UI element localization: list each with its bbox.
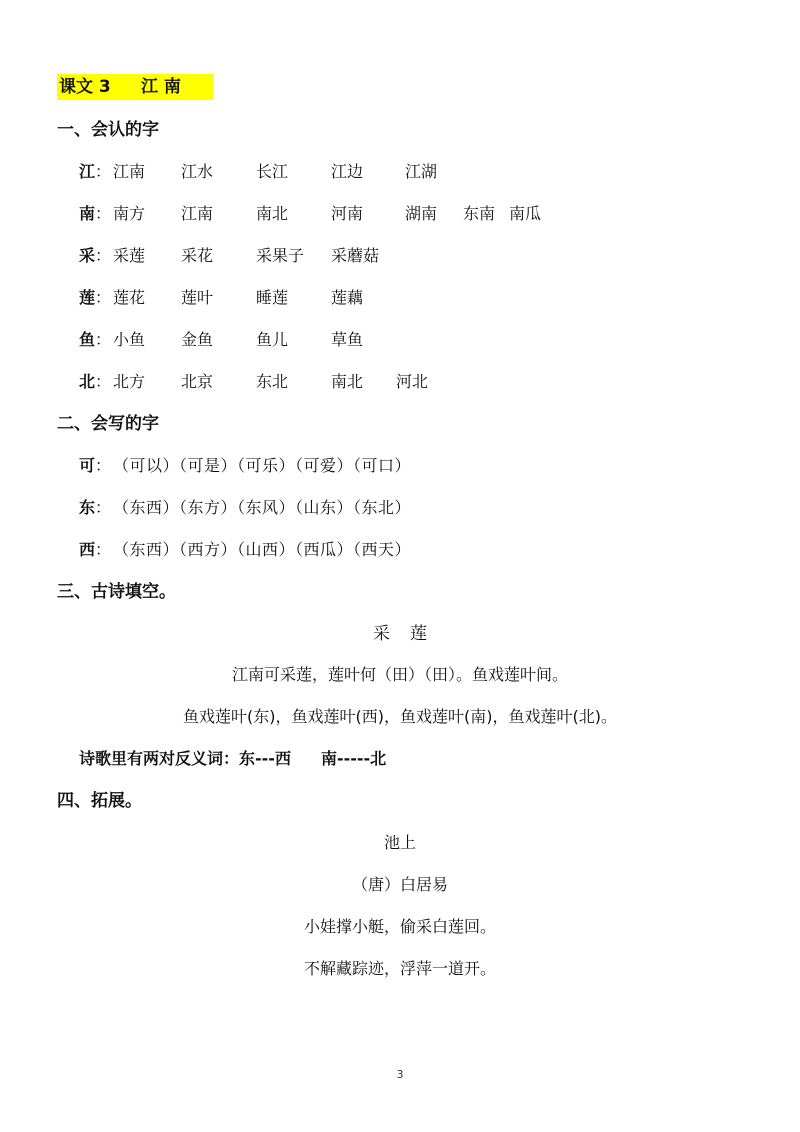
row-colon: ： bbox=[95, 162, 112, 181]
word: 江水 bbox=[181, 162, 214, 181]
write-heading: 二、会写的字 bbox=[57, 414, 159, 434]
word: 北京 bbox=[181, 372, 214, 391]
lesson-title bbox=[57, 74, 213, 100]
row-colon: ： bbox=[95, 372, 112, 391]
word: 南瓜 bbox=[509, 204, 542, 223]
word: 江南 bbox=[113, 162, 146, 181]
word: 北方 bbox=[113, 372, 146, 391]
word: 河南 bbox=[331, 204, 364, 223]
antonym-line bbox=[79, 747, 386, 771]
page-number: 3 bbox=[396, 1068, 404, 1081]
word-entries: （可以）（可是）（可乐）（可爱）（可口） bbox=[113, 456, 412, 475]
row-colon: ： bbox=[95, 330, 112, 349]
recognize-row-bei bbox=[79, 370, 779, 394]
word: 采花 bbox=[181, 246, 214, 265]
row-char: 可 bbox=[79, 456, 96, 475]
word: 南北 bbox=[331, 372, 364, 391]
word: 东北 bbox=[256, 372, 289, 391]
poem-fill-heading: 三、古诗填空。 bbox=[57, 582, 176, 602]
word: 莲叶 bbox=[181, 288, 214, 307]
word: 莲花 bbox=[113, 288, 146, 307]
antonym-label: 诗歌里有两对反义词： bbox=[79, 749, 240, 768]
row-colon: ： bbox=[95, 498, 112, 517]
antonym-pair: 东---西 bbox=[239, 749, 291, 768]
row-char: 东 bbox=[79, 498, 96, 517]
word: 采蘑菇 bbox=[331, 246, 380, 265]
word-entries: （东西）（西方）（山西）（西瓜）（西天） bbox=[113, 540, 412, 559]
recognize-row-nan bbox=[79, 202, 779, 226]
word: 鱼儿 bbox=[256, 330, 289, 349]
lesson-number: 课文 3 bbox=[59, 77, 111, 97]
row-char: 莲 bbox=[79, 288, 96, 307]
word: 江湖 bbox=[405, 162, 438, 181]
recognize-heading: 一、会认的字 bbox=[57, 120, 159, 140]
word: 河北 bbox=[396, 372, 429, 391]
word: 江边 bbox=[331, 162, 364, 181]
recognize-row-jiang bbox=[79, 160, 779, 184]
word: 南北 bbox=[256, 204, 289, 223]
poem-fill-title: 采莲 bbox=[373, 624, 447, 644]
row-char: 鱼 bbox=[79, 330, 96, 349]
row-char: 北 bbox=[79, 372, 96, 391]
row-colon: ： bbox=[95, 540, 112, 559]
word: 采莲 bbox=[113, 246, 146, 265]
recognize-row-lian bbox=[79, 286, 779, 310]
extension-poem-title: 池上 bbox=[383, 833, 416, 852]
row-colon: ： bbox=[95, 456, 112, 475]
row-char: 采 bbox=[79, 246, 96, 265]
word: 睡莲 bbox=[256, 288, 289, 307]
row-colon: ： bbox=[95, 204, 112, 223]
recognize-row-cai bbox=[79, 244, 779, 268]
recognize-row-yu bbox=[79, 328, 779, 352]
extension-poem-author: （唐）白居易 bbox=[351, 875, 448, 894]
word: 采果子 bbox=[256, 246, 305, 265]
word: 莲藕 bbox=[331, 288, 364, 307]
word: 小鱼 bbox=[113, 330, 146, 349]
word: 东南 bbox=[463, 204, 496, 223]
row-char: 江 bbox=[79, 162, 96, 181]
row-colon: ： bbox=[95, 246, 112, 265]
word: 南方 bbox=[113, 204, 146, 223]
poem-fill-line: 鱼戏莲叶(东)，鱼戏莲叶(西)，鱼戏莲叶(南)，鱼戏莲叶(北)。 bbox=[183, 707, 617, 726]
row-colon: ： bbox=[95, 288, 112, 307]
extension-poem-line: 不解藏踪迹，浮萍一道开。 bbox=[303, 959, 496, 978]
extension-heading: 四、拓展。 bbox=[57, 791, 142, 811]
word: 江南 bbox=[181, 204, 214, 223]
extension-poem-line: 小娃撑小艇，偷采白莲回。 bbox=[303, 917, 496, 936]
write-row-ke bbox=[79, 454, 779, 478]
lesson-name: 江 南 bbox=[141, 77, 181, 97]
word: 湖南 bbox=[405, 204, 438, 223]
row-char: 南 bbox=[79, 204, 96, 223]
row-char: 西 bbox=[79, 540, 96, 559]
word: 长江 bbox=[256, 162, 289, 181]
antonym-pair: 南-----北 bbox=[320, 749, 387, 768]
poem-fill-line: 江南可采莲，莲叶何（田）（田）。鱼戏莲叶间。 bbox=[231, 665, 568, 684]
word-entries: （东西）（东方）（东风）（山东）（东北） bbox=[113, 498, 412, 517]
write-row-xi bbox=[79, 538, 779, 562]
word: 金鱼 bbox=[181, 330, 214, 349]
word: 草鱼 bbox=[331, 330, 364, 349]
write-row-dong bbox=[79, 496, 779, 520]
